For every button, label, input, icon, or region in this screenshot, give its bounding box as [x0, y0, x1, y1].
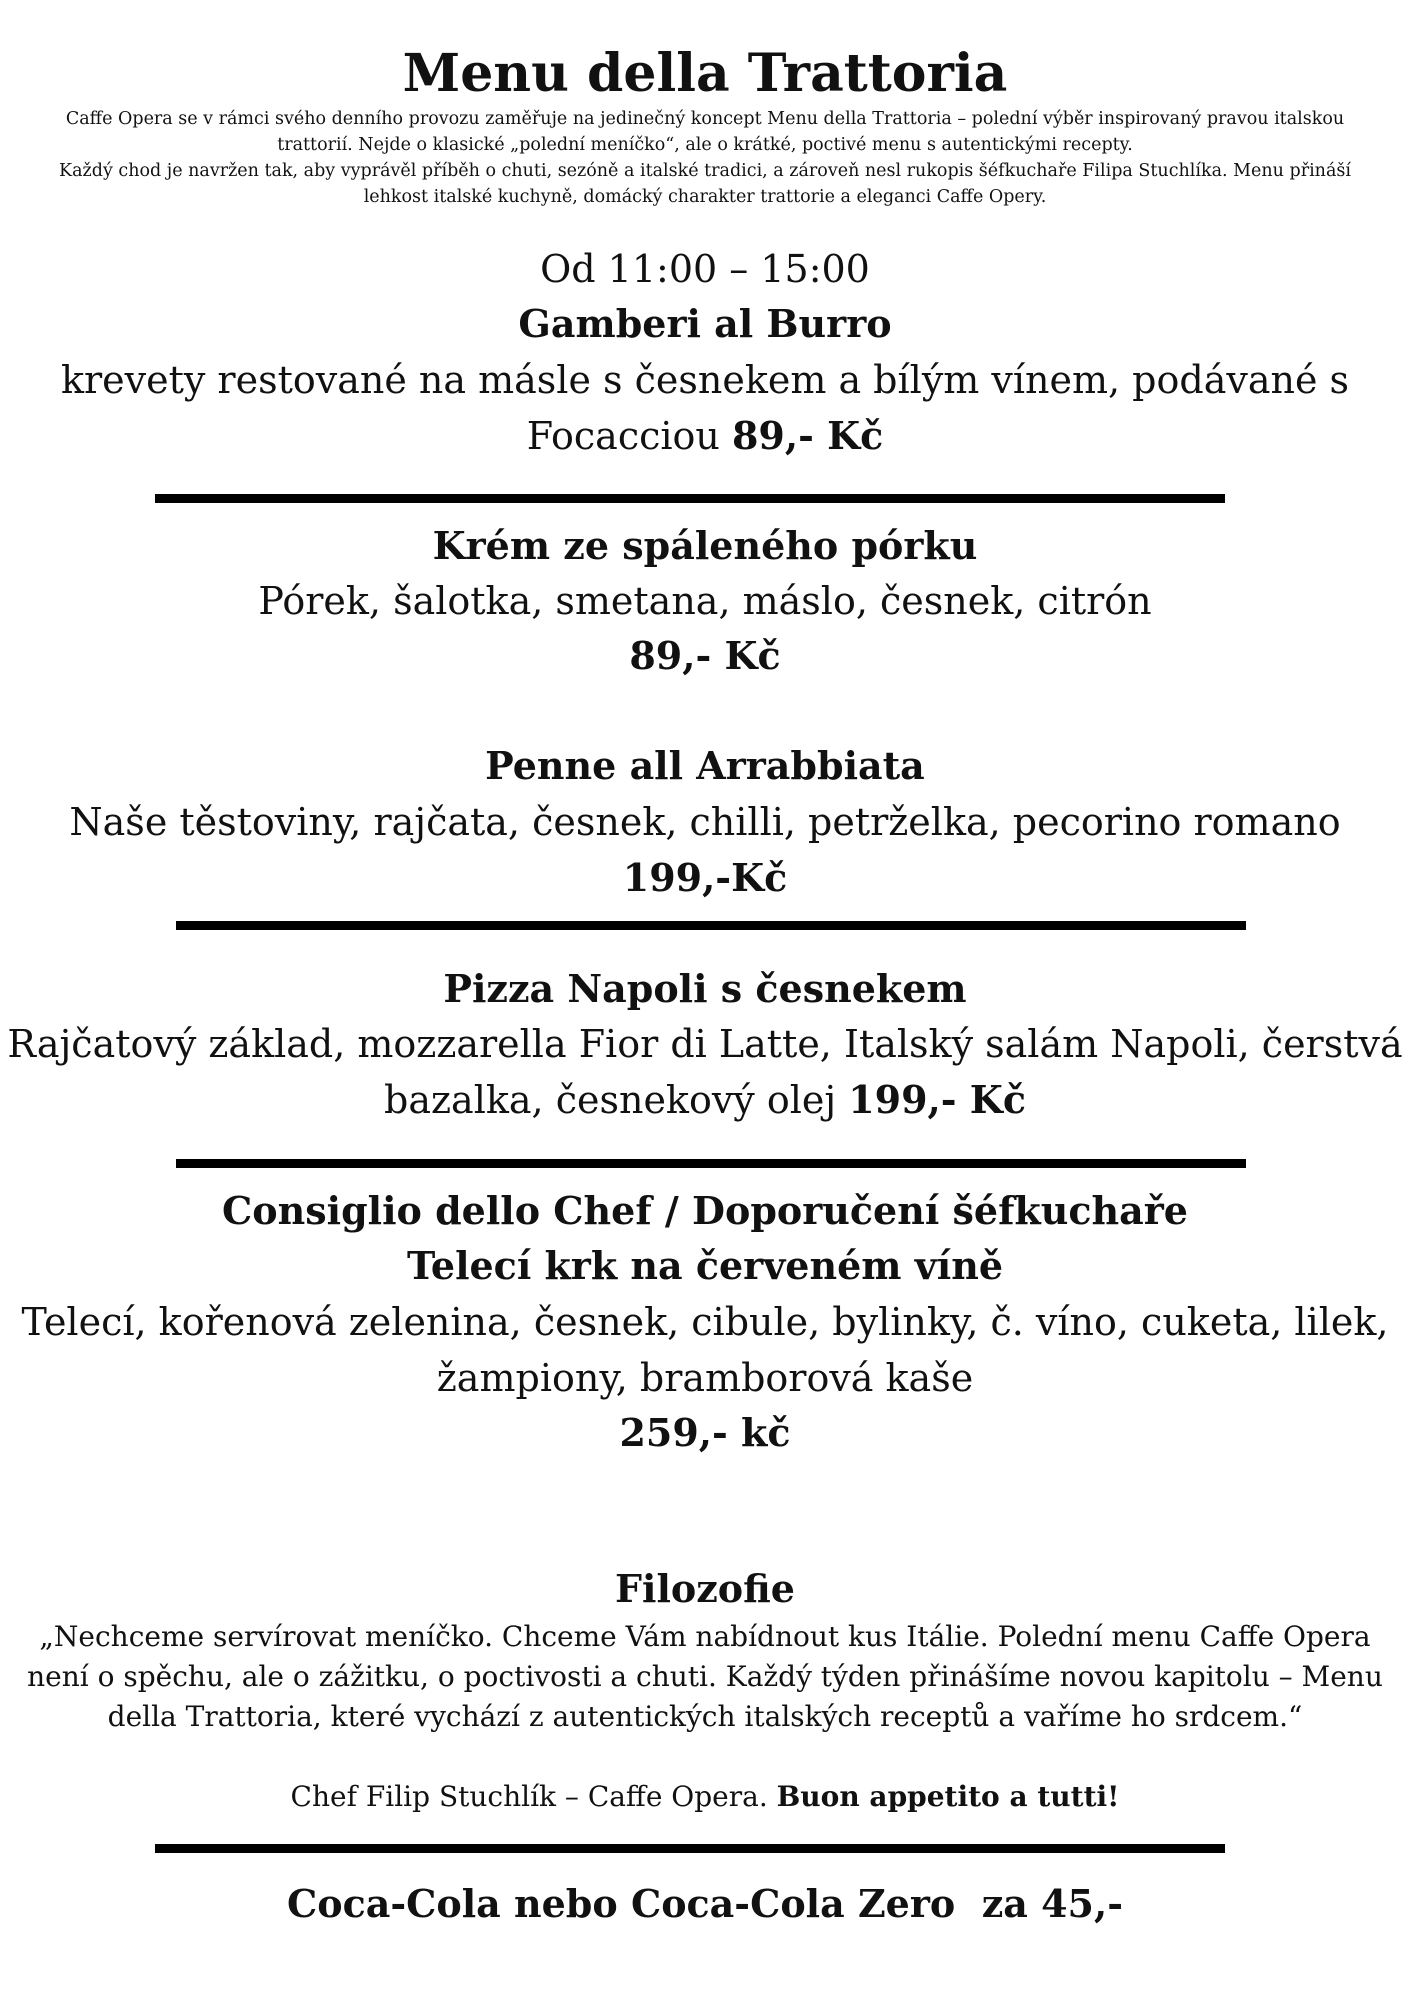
- dish-name: Krém ze spáleného pórku: [432, 523, 978, 568]
- intro-line: trattorií. Nejde o klasické „polední meníčko“, ale o krátké, poctivé menu s autentickými recepty.: [277, 135, 1133, 155]
- dish-description: Naše těstoviny, rajčata, česnek, chilli, petrželka, pecorino romano: [69, 800, 1341, 844]
- intro-line: lehkost italské kuchyně, domácký charakter trattorie a eleganci Caffe Opery.: [363, 187, 1047, 207]
- philosophy-text: della Trattoria, které vychází z autentických italských receptů a vaříme ho srdcem.“: [107, 1700, 1303, 1733]
- dish-price: 89,- Kč: [629, 633, 781, 678]
- dish-description-end: Focacciou: [526, 414, 732, 458]
- closing-text: Buon appetito a tutti!: [776, 1780, 1120, 1813]
- dish-price: 89,- Kč: [731, 413, 884, 458]
- intro-text: [10, 106, 1400, 210]
- dish-description-end: bazalka, česnekový olej: [384, 1078, 849, 1122]
- dish-description-line: [0, 1072, 1410, 1128]
- divider: [155, 494, 1225, 503]
- page-title: Menu della Trattoria: [402, 43, 1008, 104]
- dish-price: 199,-Kč: [622, 855, 788, 900]
- dish-description: Telecí, kořenová zelenina, česnek, cibule, bylinky, č. víno, cuketa, lilek,: [21, 1300, 1389, 1344]
- drink-offer: Coca-Cola nebo Coca-Cola Zero za 45,-: [287, 1881, 1123, 1926]
- philosophy-title: Filozofie: [615, 1566, 795, 1611]
- dish-description: Pórek, šalotka, smetana, máslo, česnek, citrón: [258, 579, 1152, 623]
- dish-name: Pizza Napoli s česnekem: [443, 966, 967, 1011]
- divider: [155, 1844, 1225, 1853]
- serving-hours: Od 11:00 – 15:00: [540, 247, 870, 291]
- divider: [176, 921, 1246, 930]
- intro-line: Caffe Opera se v rámci svého denního provozu zaměřuje na jedinečný koncept Menu della Trattoria – polední výběr inspirovaný pravou italskou: [65, 109, 1345, 129]
- dish-name: Penne all Arrabbiata: [485, 743, 925, 788]
- dish-description: žampiony, bramborová kaše: [436, 1356, 974, 1400]
- intro-line: Každý chod je navržen tak, aby vyprávěl příběh o chuti, sezóně a italské tradici, a zároveň nesl rukopis šéfkuchaře Filipa Stuchlíka. Menu přináší: [59, 161, 1351, 181]
- dish-price: 259,- kč: [619, 1410, 791, 1455]
- philosophy-text: není o spěchu, ale o zážitku, o poctivosti a chuti. Každý týden přinášíme novou kapitolu – Menu: [27, 1660, 1383, 1693]
- dish-name: Gamberi al Burro: [518, 301, 892, 346]
- chef-signature: [0, 1777, 1410, 1817]
- dish-name: Telecí krk na červeném víně: [406, 1243, 1004, 1288]
- philosophy-text: „Nechceme servírovat meníčko. Chceme Vám nabídnout kus Itálie. Polední menu Caffe Opera: [39, 1620, 1371, 1653]
- dish-description-line: [0, 408, 1410, 464]
- dish-description: krevety restované na másle s česnekem a bílým vínem, podávané s: [60, 358, 1350, 402]
- dish-description: Rajčatový základ, mozzarella Fior di Latte, Italský salám Napoli, čerstvá: [7, 1022, 1403, 1066]
- chef-recommendation-heading: Consiglio dello Chef / Doporučení šéfkuchaře: [222, 1188, 1188, 1233]
- divider: [176, 1159, 1246, 1168]
- dish-price: 199,- Kč: [848, 1077, 1026, 1122]
- signature-text: Chef Filip Stuchlík – Caffe Opera.: [290, 1780, 777, 1813]
